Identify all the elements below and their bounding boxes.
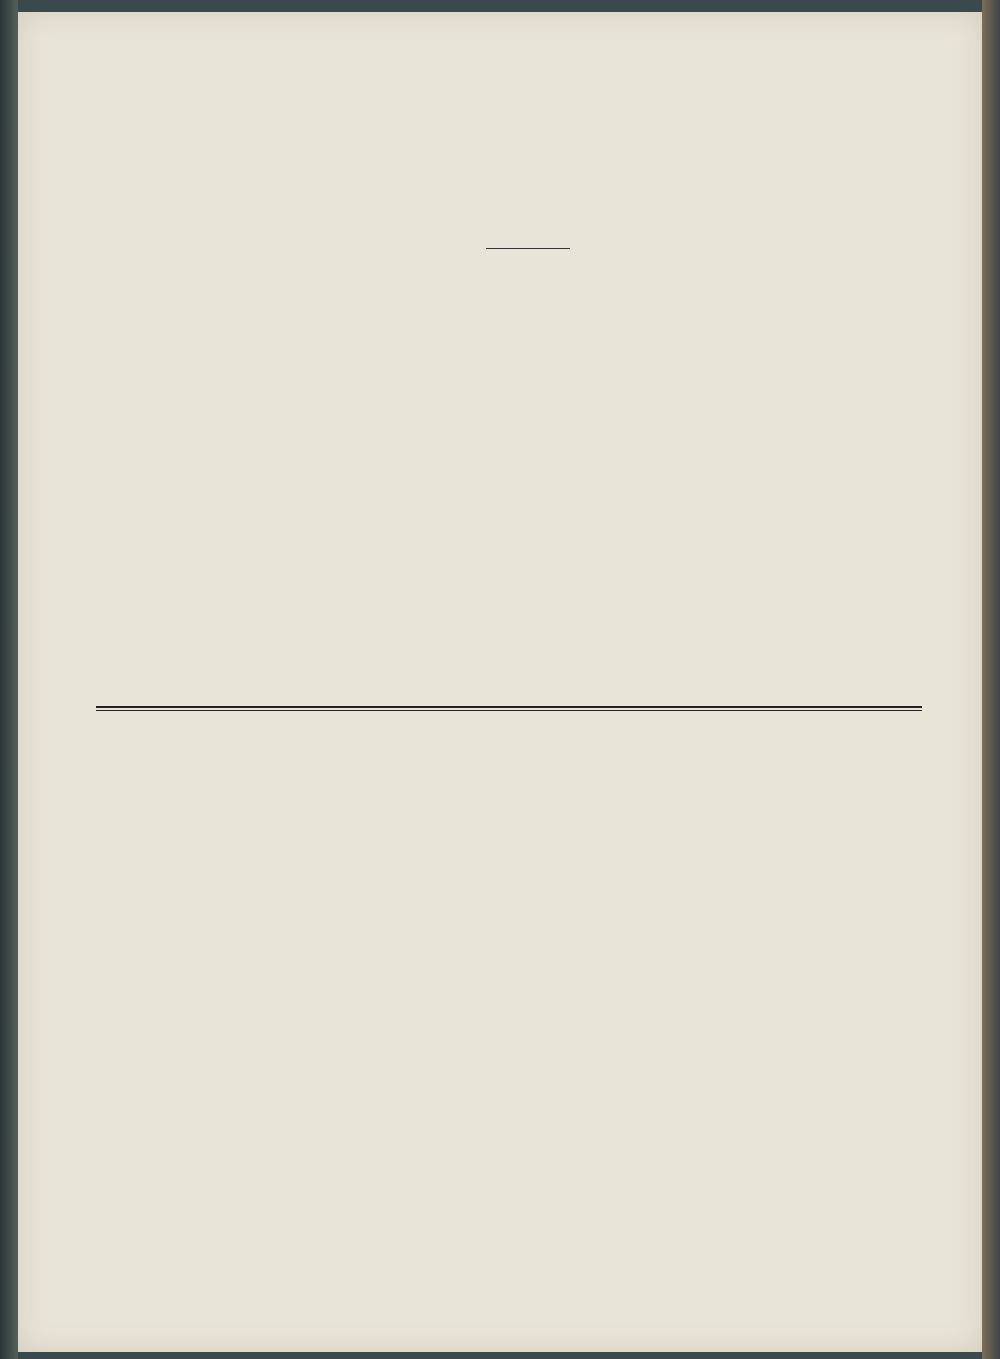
- document-page: [18, 12, 982, 1352]
- book-edge-right: [982, 0, 1000, 1359]
- table-top-rule: [96, 706, 922, 708]
- book-spine-left: [0, 0, 18, 1359]
- section-divider: [486, 248, 570, 249]
- table-top-rule-2: [96, 710, 922, 711]
